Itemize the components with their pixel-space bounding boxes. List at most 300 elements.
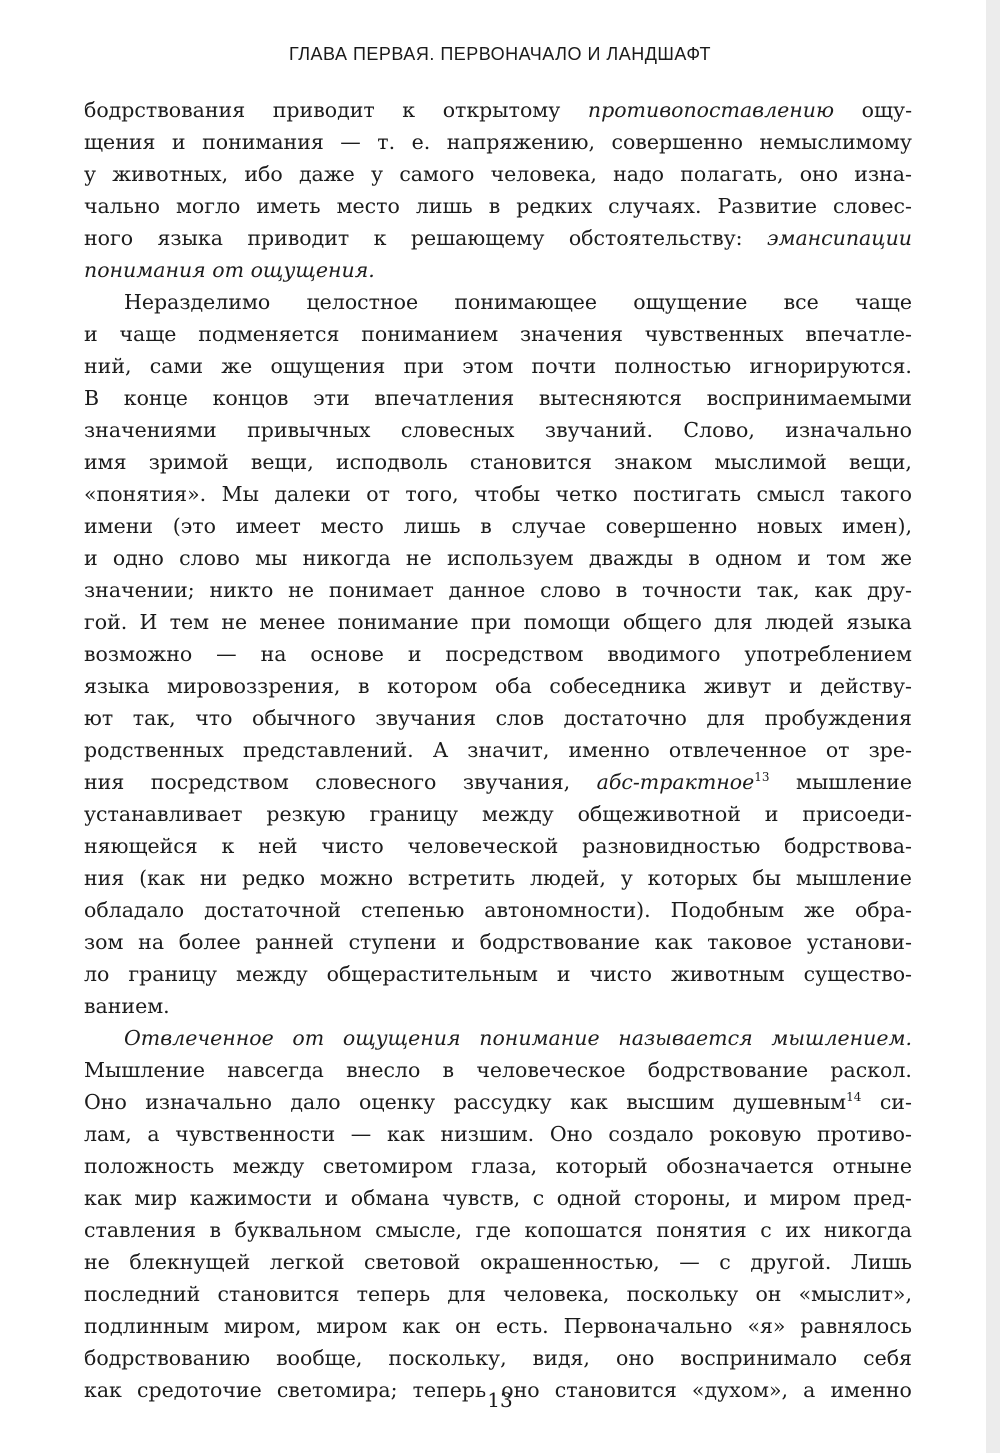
word: животных, [112, 162, 229, 186]
word: чисто [589, 962, 652, 986]
word: миром, [223, 1314, 302, 1338]
word: пробуждения [764, 706, 912, 730]
word: языка [84, 674, 150, 698]
word: вводимого [607, 642, 721, 666]
word: полагать, [680, 162, 784, 186]
word: и [764, 802, 779, 826]
text-line [84, 702, 912, 734]
word: далеки [274, 482, 351, 506]
word: Оно [549, 1122, 593, 1146]
word: языка [157, 226, 223, 250]
word: концов [212, 386, 289, 410]
word: навсегда [227, 1058, 324, 1082]
word: Лишь [850, 1250, 912, 1274]
word: напряжению, [446, 130, 596, 154]
word: словес- [833, 194, 912, 218]
word: мышление [795, 866, 912, 890]
word: мышление [796, 770, 912, 794]
text-line [84, 510, 912, 542]
word: ступени [348, 930, 437, 954]
word: немыслимому [759, 130, 912, 154]
word: никто [209, 578, 274, 602]
word: где [475, 1218, 512, 1242]
word: точности [642, 578, 742, 602]
word: данное [448, 578, 526, 602]
word: звучания [375, 706, 477, 730]
word: ней [258, 834, 298, 858]
word: бы [752, 866, 782, 890]
word: стороны, [633, 1186, 732, 1210]
word: как [814, 578, 853, 602]
word: значит, [467, 738, 550, 762]
word: А [432, 738, 449, 762]
text-line [84, 1214, 912, 1246]
text-line [84, 254, 912, 286]
word: как [386, 1122, 425, 1146]
word: а [803, 1378, 816, 1402]
word: зримой [148, 450, 229, 474]
word: достаточной [204, 898, 341, 922]
word: обозначается [666, 1154, 814, 1178]
word: изна- [854, 162, 912, 186]
word: мыслимой [714, 450, 827, 474]
word: у [620, 866, 633, 890]
word: оба [494, 674, 532, 698]
word: как [84, 1186, 122, 1210]
word: роковую [709, 1122, 802, 1146]
text-line [84, 222, 912, 254]
word: редких [516, 194, 593, 218]
word: ранней [255, 930, 334, 954]
word: животным [670, 962, 785, 986]
word: теперь [412, 1378, 487, 1402]
word: имен), [842, 514, 912, 538]
word: чтобы [474, 482, 541, 506]
word: действу- [820, 674, 912, 698]
text-line [84, 1118, 912, 1150]
page-edge-shadow [986, 0, 1000, 1453]
word: т. [377, 130, 396, 154]
word: ют [84, 706, 114, 730]
word: поскольку [626, 1282, 739, 1306]
word: и [171, 130, 186, 154]
word: не [221, 610, 248, 634]
word: никогда [302, 546, 391, 570]
word: такого [840, 482, 912, 506]
word: одном [715, 546, 782, 570]
word: оно [799, 162, 839, 186]
word: в [615, 578, 628, 602]
word: резкую [266, 802, 346, 826]
word: бодрствованию [84, 1346, 251, 1370]
word: который [555, 1154, 648, 1178]
word: чаще [855, 290, 912, 314]
word: светомира; [276, 1378, 398, 1402]
word: посредством [150, 770, 289, 794]
word: рассудку [453, 1090, 552, 1114]
word: приводит [272, 98, 375, 122]
word: лишь [403, 514, 461, 538]
word: впечатле- [805, 322, 912, 346]
word: оценку [359, 1090, 436, 1114]
word: есть. [496, 1314, 549, 1338]
word: Мы [221, 482, 259, 506]
text-line [84, 446, 912, 478]
word: все [783, 290, 819, 314]
word: световой [364, 1250, 461, 1274]
word: и [84, 322, 98, 346]
word: другой. [750, 1250, 832, 1274]
word: менее [259, 610, 326, 634]
word: тем [169, 610, 210, 634]
word: и [407, 642, 422, 666]
word: используем [446, 546, 574, 570]
word: так, [756, 578, 800, 602]
word: дало [290, 1090, 341, 1114]
text-line [84, 574, 912, 606]
text-line [84, 414, 912, 446]
word: словесных [400, 418, 515, 442]
word: для [706, 706, 746, 730]
word: присоеди- [802, 802, 912, 826]
text-line [84, 350, 912, 382]
word: чувственных [644, 322, 784, 346]
word: и [451, 930, 465, 954]
word: общего [622, 610, 702, 634]
word: противопоставлению [587, 98, 835, 122]
word: как [84, 1378, 122, 1402]
text-line [84, 1310, 912, 1342]
word: в [480, 514, 492, 538]
text-line [84, 894, 912, 926]
word: (это [172, 514, 216, 538]
word: бодрствование [479, 930, 640, 954]
word: могло [175, 194, 241, 218]
word: дважды [588, 546, 674, 570]
word: изначально [145, 1090, 272, 1114]
word: зре- [868, 738, 912, 762]
word: между [232, 1154, 305, 1178]
word: случаях. [608, 194, 702, 218]
word: В [84, 386, 100, 410]
word: имя [84, 450, 127, 474]
word: целостное [306, 290, 419, 314]
word: теперь [356, 1282, 431, 1306]
word: душевным$^{14}$ [732, 1090, 862, 1114]
word: этом [462, 354, 514, 378]
word: слово [540, 578, 601, 602]
word: воспринимаемыми [706, 386, 912, 410]
word: к [221, 834, 235, 858]
word: гой. [84, 610, 128, 634]
running-head: ГЛАВА ПЕРВАЯ. ПЕРВОНАЧАЛО И ЛАНДШАФТ [288, 44, 712, 64]
word: понятия [656, 1218, 747, 1242]
text-line [84, 958, 912, 990]
word: в [209, 1218, 222, 1242]
word: ибо [244, 162, 283, 186]
footnote-marker[interactable]: 14 [846, 1090, 862, 1104]
word: становится [554, 1378, 677, 1402]
word: пред- [853, 1186, 912, 1210]
word: не [405, 546, 432, 570]
word: обладало [84, 898, 185, 922]
word: видя, [532, 1346, 590, 1370]
page-number: 13 [487, 1388, 513, 1412]
text-line [84, 1342, 912, 1374]
word: и [324, 1186, 339, 1210]
word: смысл [756, 482, 825, 506]
word: от [825, 738, 850, 762]
word: миром [769, 1186, 841, 1210]
word: же [804, 898, 836, 922]
word: приводит [247, 226, 350, 250]
word: даже [298, 162, 355, 186]
word: абс-трактное$^{13}$ [596, 770, 770, 794]
word: понимания [202, 130, 324, 154]
word: на [138, 930, 165, 954]
word: чувственности [175, 1122, 336, 1146]
word: Оно [84, 1090, 127, 1114]
word: чально [84, 194, 160, 218]
word: поскольку, [388, 1346, 507, 1370]
word: таковое [707, 930, 792, 954]
word: в [688, 546, 700, 570]
word: устанавливает [84, 802, 243, 826]
word: глаза, [471, 1154, 538, 1178]
word: между [482, 802, 554, 826]
word: имеет [235, 514, 301, 538]
word: при [470, 610, 512, 634]
word: мышлением. [771, 1026, 912, 1050]
word: знаком [614, 450, 693, 474]
word: дру- [867, 578, 912, 602]
word: разновидностью [582, 834, 761, 858]
word: собеседника [549, 674, 687, 698]
word: постигать [633, 482, 742, 506]
word: мы [255, 546, 288, 570]
text-line [84, 766, 912, 798]
word: место [320, 514, 384, 538]
word: отвлеченное [668, 738, 807, 762]
word: имени [84, 514, 154, 538]
word: место [336, 194, 400, 218]
word: вытесняются [538, 386, 682, 410]
word: — [679, 1250, 700, 1274]
word: значениями [84, 418, 217, 442]
word: на [260, 642, 287, 666]
word: чисто [321, 834, 384, 858]
word: обмана [350, 1186, 430, 1210]
word: внесло [346, 1058, 421, 1082]
word: (как [139, 866, 185, 890]
word: открытому [442, 98, 561, 122]
word: существо- [803, 962, 912, 986]
word: Подобным [670, 898, 785, 922]
word: си- [879, 1090, 912, 1114]
word: степенью [360, 898, 465, 922]
word: в [357, 674, 370, 698]
word: е. [411, 130, 431, 154]
word: и [743, 1186, 758, 1210]
word: последний [84, 1282, 201, 1306]
body-text [84, 94, 912, 1406]
word: буквальном [234, 1218, 362, 1242]
word: родственных [84, 738, 224, 762]
word: бодрствование [647, 1058, 809, 1082]
word: высшим [626, 1090, 715, 1114]
word: четко [555, 482, 618, 506]
word: почти [531, 354, 597, 378]
word: ощущения. [250, 258, 375, 282]
word: слов [495, 706, 545, 730]
word: кажимости [189, 1186, 313, 1210]
word: Развитие [717, 194, 818, 218]
text-line [84, 158, 912, 190]
word: основе [310, 642, 384, 666]
word: низшим. [440, 1122, 535, 1146]
word: он [455, 1314, 482, 1338]
word: чувств, [442, 1186, 521, 1210]
word: вещи, [250, 450, 314, 474]
word: ни [199, 866, 228, 890]
word: одной [556, 1186, 622, 1210]
word: у [84, 162, 97, 186]
word: — [340, 130, 361, 154]
word: и [84, 546, 98, 570]
word: между [236, 962, 308, 986]
word: эти [313, 386, 350, 410]
word: лам, [84, 1122, 132, 1146]
word: совершенно [611, 130, 743, 154]
word: называется [618, 1026, 753, 1050]
word: исподволь [335, 450, 448, 474]
word: конце [123, 386, 188, 410]
text-line [84, 862, 912, 894]
word: с [760, 1218, 772, 1242]
word: сами [149, 354, 204, 378]
word: подлинным [84, 1314, 209, 1338]
word: впечатления [374, 386, 515, 410]
word: ванием. [84, 994, 170, 1018]
word: ний, [84, 354, 132, 378]
word: как [402, 1314, 441, 1338]
text-line [84, 990, 912, 1022]
word: няющейся [84, 834, 198, 858]
word: ло [84, 962, 110, 986]
word: положность [84, 1154, 215, 1178]
word: у [371, 162, 384, 186]
word: как [654, 930, 693, 954]
word: вещи, [849, 450, 912, 474]
word: копошатся [524, 1218, 643, 1242]
word: бодрствования [84, 98, 246, 122]
text-line [84, 1182, 912, 1214]
word: помощи [523, 610, 611, 634]
word: языка [846, 610, 912, 634]
text-line [84, 638, 912, 670]
text-line [84, 94, 912, 126]
word: именно [568, 738, 650, 762]
text-line [84, 1278, 912, 1310]
word: человеческое [476, 1058, 626, 1082]
text-line [84, 1246, 912, 1278]
word: ощущения [270, 354, 386, 378]
word: от [366, 482, 390, 506]
word: случае [511, 514, 586, 538]
text-line [84, 190, 912, 222]
word: с [719, 1250, 731, 1274]
text-line [84, 830, 912, 862]
word: равнялось [800, 1314, 912, 1338]
word: человека, [490, 162, 597, 186]
word: для [714, 610, 753, 634]
word: становится [217, 1282, 340, 1306]
word: же [880, 546, 912, 570]
text-line [84, 478, 912, 510]
word: более [178, 930, 241, 954]
word: отныне [832, 1154, 912, 1178]
word: полностью [614, 354, 732, 378]
word: ного [84, 226, 134, 250]
text-line [84, 798, 912, 830]
word: возможно [84, 642, 193, 666]
word: человеческой [407, 834, 559, 858]
word: же [221, 354, 253, 378]
word: «мыслит», [798, 1282, 912, 1306]
word: которых [647, 866, 738, 890]
footnote-marker[interactable]: 13 [754, 770, 770, 784]
word: Отвлеченное [124, 1026, 274, 1050]
word: можно [320, 866, 394, 890]
word: «я» [747, 1314, 786, 1338]
word: ния [84, 866, 125, 890]
text-line [84, 670, 912, 702]
word: И [139, 610, 158, 634]
word: понимающее [454, 290, 598, 314]
word: оно [615, 1346, 655, 1370]
word: «понятия». [84, 482, 207, 506]
word: и [556, 962, 571, 986]
word: человека, [503, 1282, 610, 1306]
word: становится [469, 450, 592, 474]
word: Неразделимо [124, 290, 271, 314]
word: совершенно [605, 514, 738, 538]
word: новых [756, 514, 823, 538]
word: щения [84, 130, 156, 154]
word: блекнущей [129, 1250, 251, 1274]
text-line [84, 1054, 912, 1086]
word: звучаний. [544, 418, 653, 442]
word: противо- [816, 1122, 912, 1146]
word: эмансипации [766, 226, 912, 250]
text-line [84, 606, 912, 638]
word: от [212, 258, 245, 282]
word: именно [830, 1378, 912, 1402]
word: не [84, 1250, 110, 1274]
word: к [402, 98, 416, 122]
word: — [216, 642, 237, 666]
word: иметь [256, 194, 321, 218]
word: создало [608, 1122, 694, 1146]
word: общерастительным [326, 962, 538, 986]
text-line [84, 1150, 912, 1182]
word: миром [316, 1314, 388, 1338]
word: легкой [269, 1250, 345, 1274]
text-line [84, 1086, 912, 1118]
word: установи- [806, 930, 912, 954]
word: понимает [328, 578, 434, 602]
word: привычных [247, 418, 371, 442]
